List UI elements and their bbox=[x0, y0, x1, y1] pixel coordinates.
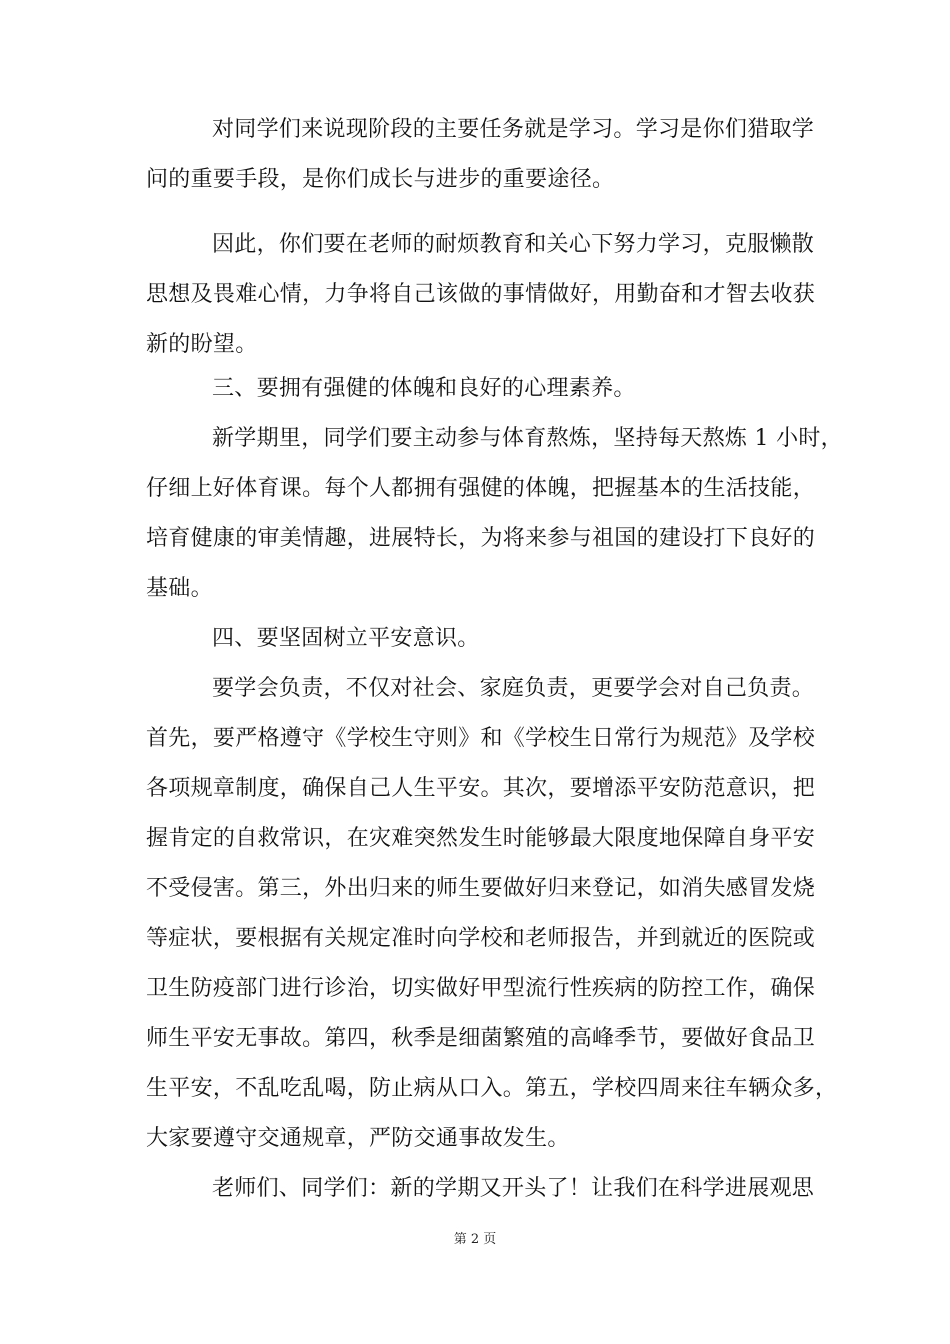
section-heading: 三、要拥有强健的体魄和良好的心理素养。 bbox=[212, 376, 636, 401]
text-line: 基础。 bbox=[146, 576, 213, 601]
text-line: 要学会负责，不仅对社会、家庭负责，更要学会对自己负责。 bbox=[212, 676, 815, 701]
text-line: 老师们、同学们：新的学期又开头了！让我们在科学进展观思 bbox=[212, 1176, 815, 1201]
text-line: 师生平安无事故。第四，秋季是细菌繁殖的高峰季节，要做好食品卫 bbox=[146, 1026, 816, 1051]
text-line: 卫生防疫部门进行诊治，切实做好甲型流行性疾病的防控工作，确保 bbox=[146, 976, 816, 1001]
page-number: 第 2 页 bbox=[453, 1232, 497, 1247]
text-line: 因此，你们要在老师的耐烦教育和关心下努力学习，克服懒散 bbox=[212, 232, 815, 257]
text-line: 问的重要手段，是你们成长与进步的重要途径。 bbox=[146, 167, 615, 192]
text-line: 培育健康的审美情趣，进展特长，为将来参与祖国的建设打下良好的 bbox=[146, 526, 816, 551]
text-line: 思想及畏难心情，力争将自己该做的事情做好，用勤奋和才智去收获 bbox=[146, 282, 816, 307]
text-line: 新的盼望。 bbox=[146, 332, 258, 357]
text-line: 生平安，不乱吃乱喝，防止病从口入。第五，学校四周来往车辆众多， bbox=[146, 1076, 838, 1101]
text-line: 仔细上好体育课。每个人都拥有强健的体魄，把握基本的生活技能， bbox=[146, 476, 816, 501]
text-line: 大家要遵守交通规章，严防交通事故发生。 bbox=[146, 1126, 570, 1151]
text-line: 对同学们来说现阶段的主要任务就是学习。学习是你们猎取学 bbox=[212, 117, 815, 142]
text-line: 等症状，要根据有关规定准时向学校和老师报告，并到就近的医院或 bbox=[146, 926, 816, 951]
text-line: 新学期里，同学们要主动参与体育熬炼，坚持每天熬炼 1 小时， bbox=[212, 426, 843, 451]
text-line: 不受侵害。第三，外出归来的师生要做好归来登记，如消失感冒发烧 bbox=[146, 876, 816, 901]
section-heading: 四、要坚固树立平安意识。 bbox=[212, 626, 480, 651]
text-line: 握肯定的自救常识，在灾难突然发生时能够最大限度地保障自身平安 bbox=[146, 826, 816, 851]
text-line: 各项规章制度，确保自己人生平安。其次，要增添平安防范意识，把 bbox=[146, 776, 816, 801]
text-line: 首先，要严格遵守《学校生守则》和《学校生日常行为规范》及学校 bbox=[146, 726, 816, 751]
